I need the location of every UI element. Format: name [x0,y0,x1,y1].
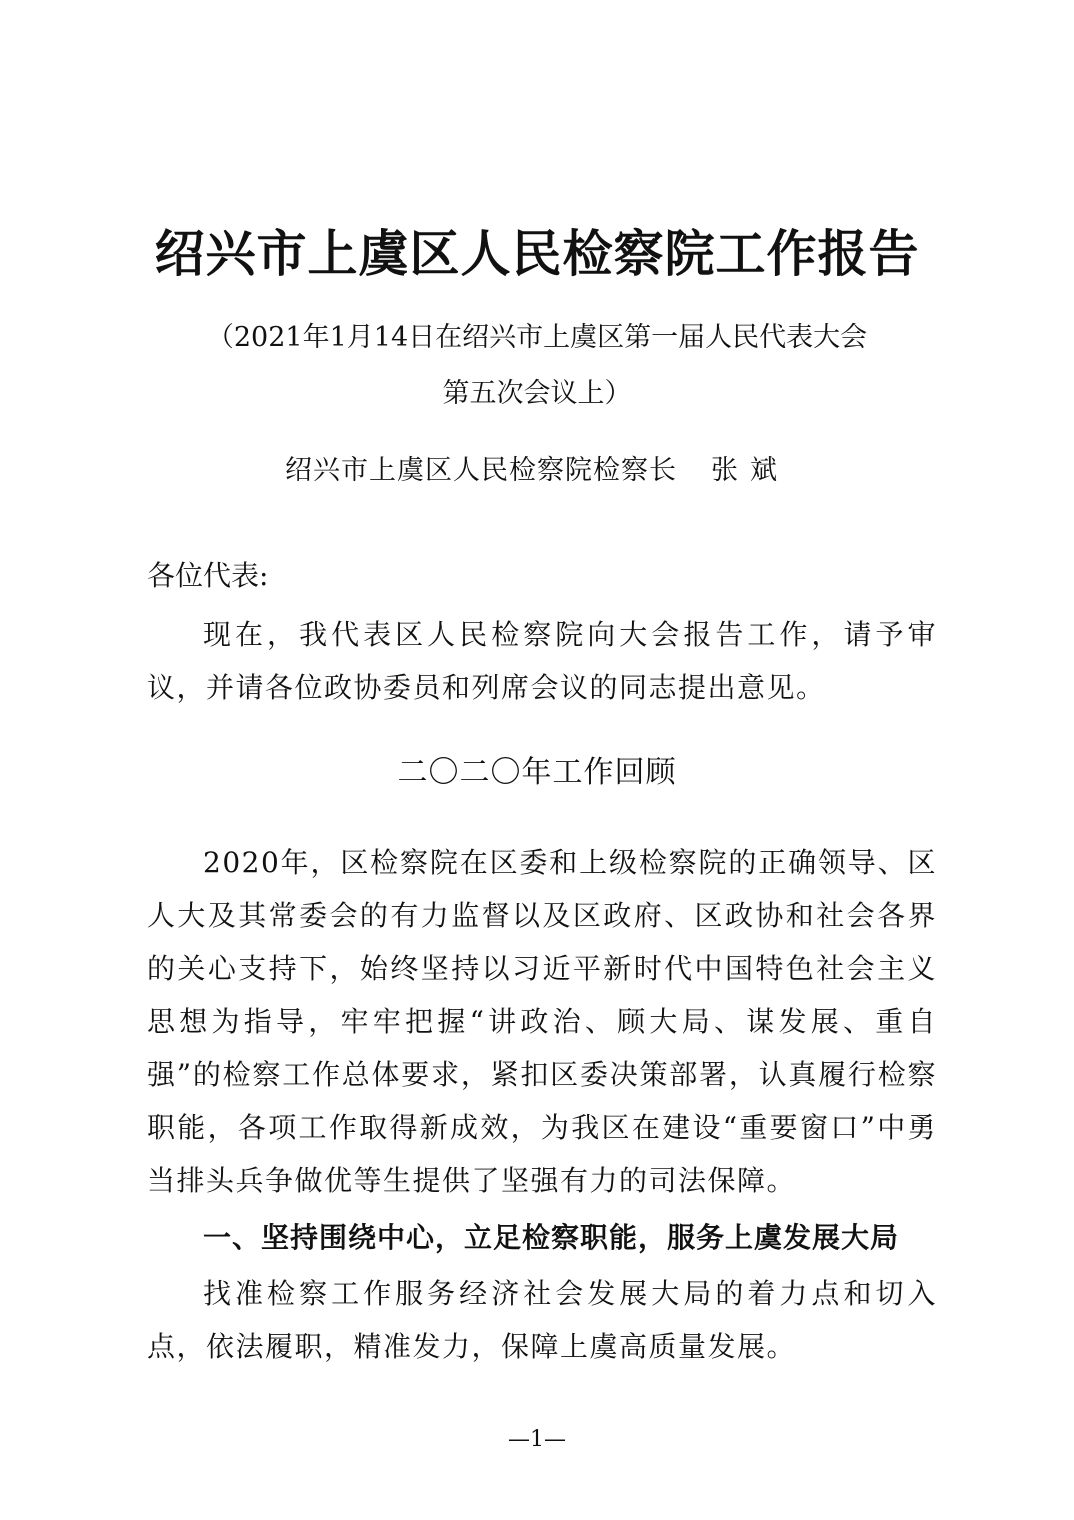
heading-one: 一、坚持围绕中心，立足检察职能，服务上虞发展大局 [203,1221,900,1254]
intro-paragraph: 现在，我代表区人民检察院向大会报告工作，请予审议，并请各位政协委员和列席会议的同志提出意见。 [147,618,937,704]
section-heading: 二〇二〇年工作回顾 [397,755,677,790]
author-line [0,451,1074,491]
author-title: 绍兴市上虞区人民检察院检察长 [285,455,677,486]
greeting: 各位代表: [147,559,269,592]
subtitle-line-1: （2021年1月14日在绍兴市上虞区第一届人民代表大会 [206,322,868,353]
document-title: 绍兴市上虞区人民检察院工作报告 [154,225,920,283]
heading-one-paragraph: 找准检察工作服务经济社会发展大局的着力点和切入点，依法履职，精准发力，保障上虞高质量发展。 [147,1277,937,1363]
subtitle-line-2: 第五次会议上） [442,378,632,409]
page-number: —1— [508,1427,566,1452]
review-paragraph: 2020年，区检察院在区委和上级检察院的正确领导、区人大及其常委会的有力监督以及区政府、区政协和社会各界的关心支持下，始终坚持以习近平新时代中国特色社会主义思想为指导，牢牢把握“讲政治、顾大局、谋发展、重自强”的检察工作总体要求，紧扣区委决策部署，认真履行检察职能，各项工作取得新成效，为我区在建设“重要窗口”中勇当排头兵争做优等生提供了坚强有力的司法保障。 [147,846,937,1197]
author-name: 张斌 [711,455,789,486]
